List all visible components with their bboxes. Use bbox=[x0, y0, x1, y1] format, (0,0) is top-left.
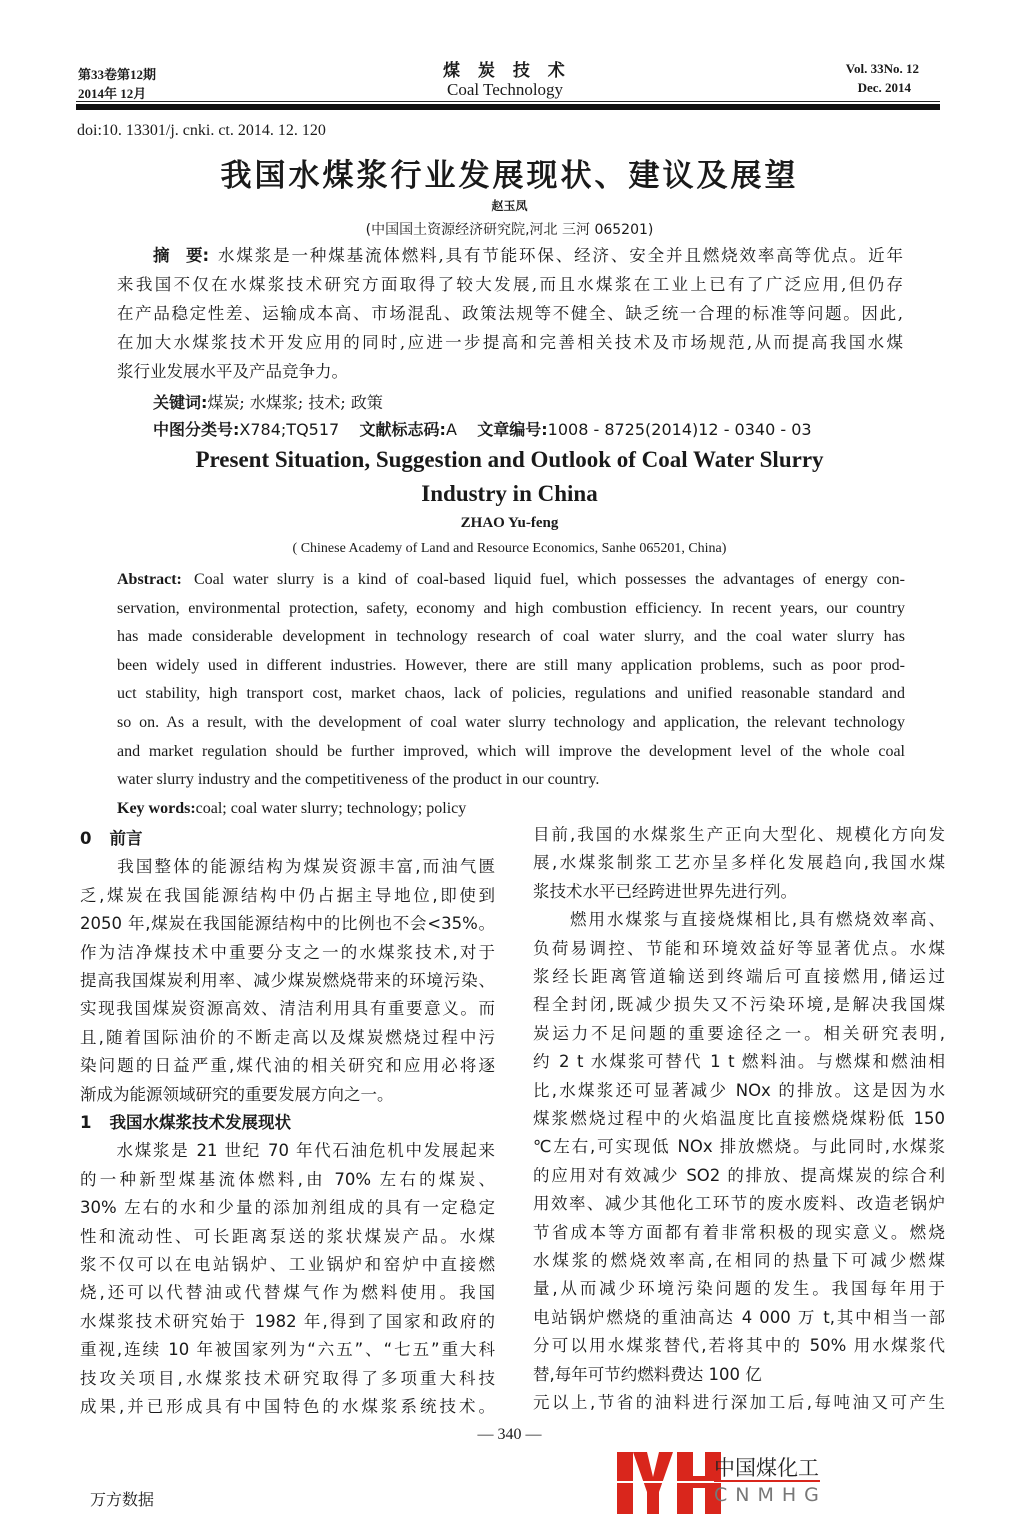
body-line: 水煤浆是 21 世纪 70 年代石油危机中发展起来 bbox=[80, 1141, 495, 1161]
section-title: 前言 bbox=[109, 829, 143, 848]
body-line: 染问题的日益严重,煤代油的相关研究和应用必将逐 bbox=[80, 1056, 495, 1076]
keywords-cn-label: 关键词: bbox=[153, 393, 208, 412]
keywords-en-label: Key words: bbox=[117, 800, 196, 817]
header-rule-thick bbox=[76, 104, 940, 110]
body-line: 水煤浆的燃烧效率高,在相同的热量下可减少燃煤 bbox=[533, 1251, 945, 1270]
affiliation-cn: (中国国土资源经济研究院,河北 三河 065201) bbox=[365, 222, 654, 238]
watermark-cn: 中国煤化工 bbox=[714, 1456, 819, 1480]
abstract-en-line: servation, environmental protection, safety, economy and high combustion efficiency. In recent years, our country bbox=[117, 599, 905, 617]
section-number: 0 bbox=[80, 829, 92, 848]
body-line: 替,每年可节约燃料费达 100 亿 bbox=[533, 1364, 762, 1384]
body-line: 燃用水煤浆与直接烧煤相比,具有燃烧效率高、 bbox=[533, 910, 945, 930]
body-line: 技攻关项目,水煤浆技术研究取得了多项重大科技 bbox=[80, 1368, 495, 1388]
cnmhg-watermark bbox=[617, 1452, 827, 1514]
clc-value: X784;TQ517 bbox=[239, 420, 340, 439]
section-heading bbox=[80, 826, 142, 852]
body-line: 浆不仅可以在电站锅炉、工业锅炉和窑炉中直接燃 bbox=[80, 1255, 495, 1274]
body-line: 实现我国煤炭资源高效、清洁利用具有重要意义。而 bbox=[80, 999, 495, 1019]
body-line: 分可以用水煤浆替代,若将其中的 50% 用水煤浆代 bbox=[533, 1336, 945, 1356]
body-line: 重视,连续 10 年被国家列为“六五”、“七五”重大科 bbox=[80, 1340, 495, 1360]
abstract-en-line: so on. As a result, with the development of coal water slurry technology and application, the relevant technology bbox=[117, 714, 905, 731]
page-title: 我国水煤浆行业发展现状、建议及展望 bbox=[220, 158, 799, 194]
body-line: 程全封闭,既减少损失又不污染环境,是解决我国煤 bbox=[533, 995, 945, 1015]
title-en-line-1: Present Situation, Suggestion and Outlook of Coal Water Slurry bbox=[195, 447, 824, 472]
abstract-cn-line: 在加大水煤浆技术开发应用的同时,应进一步提高和完善相关技术及市场规范,从而提高我国水煤 bbox=[117, 333, 903, 352]
classification-line bbox=[153, 417, 812, 440]
keywords-en bbox=[117, 797, 466, 821]
header-rule-thin bbox=[76, 101, 940, 102]
date-en: Dec. 2014 bbox=[857, 80, 911, 95]
article-no-value: 1008 - 8725(2014)12 - 0340 - 03 bbox=[547, 420, 812, 439]
abstract-en-line: uct stability, high transport cost, market chaos, lack of policies, regulations and unified reasonable standard and bbox=[117, 685, 905, 703]
abstract-cn-line: 来我国不仅在水煤浆技术研究方面取得了较大发展,而且水煤浆在工业上已有了广泛应用,但仍存 bbox=[117, 275, 903, 294]
body-line: 煤浆燃烧过程中的火焰温度比直接燃烧煤粉低 150 bbox=[533, 1109, 945, 1128]
volume-issue-en: Vol. 33No. 12 bbox=[845, 61, 919, 76]
body-line: 电站锅炉燃烧的重油高达 4 000 万 t,其中相当一部 bbox=[533, 1307, 945, 1327]
body-line: 量,从而减少环境污染问题的发生。我国每年用于 bbox=[533, 1279, 945, 1299]
body-line: 渐成为能源领域研究的重要发展方向之一。 bbox=[80, 1084, 394, 1104]
volume-issue-cn: 第33卷第12期 bbox=[78, 67, 157, 82]
body-line: 提高我国煤炭利用率、减少煤炭燃烧带来的环境污染、 bbox=[80, 971, 495, 990]
body-line: 成果,并已形成具有中国特色的水煤浆系统技术。 bbox=[80, 1397, 495, 1416]
body-line: 展,水煤浆制浆工艺亦呈多样化发展趋向,我国水煤 bbox=[533, 853, 945, 873]
body-line: 比,水煤浆还可显著减少 NOx 的排放。这是因为水 bbox=[533, 1080, 945, 1100]
body-line: 浆技术水平已经跨进世界先进行列。 bbox=[533, 881, 797, 901]
footer-source: 万方数据 bbox=[90, 1490, 155, 1509]
body-line: 用效率、减少其他化工环节的废水废料、改造老锅炉 bbox=[533, 1194, 945, 1214]
abstract-en-line: water slurry industry and the competitiveness of the product in our country. bbox=[117, 771, 600, 789]
doc-code-value: A bbox=[445, 420, 457, 439]
body-line: 我国整体的能源结构为煤炭资源丰富,而油气匮 bbox=[80, 857, 495, 877]
keywords-cn bbox=[153, 390, 383, 413]
body-line: ℃左右,可实现低 NOx 排放燃烧。与此同时,水煤浆 bbox=[533, 1137, 945, 1157]
body-line: 浆经长距离管道输送到终端后可直接燃用,储运过 bbox=[533, 967, 945, 986]
abstract-cn-label: 摘 要: bbox=[153, 246, 210, 265]
title-en-line-2: Industry in China bbox=[421, 481, 598, 506]
clc-label: 中图分类号: bbox=[153, 420, 240, 439]
body-line: 烧,还可以代替油或代替煤气作为燃料使用。我国 bbox=[80, 1283, 495, 1303]
section-number: 1 bbox=[80, 1113, 92, 1132]
affiliation-en: ( Chinese Academy of Land and Resource Economics, Sanhe 065201, China) bbox=[292, 541, 727, 556]
body-line: 负荷易调控、节能和环境效益好等显著优点。水煤 bbox=[533, 938, 945, 958]
section-heading bbox=[80, 1110, 291, 1136]
watermark-en: CNMHG bbox=[714, 1484, 827, 1506]
journal-name-en: Coal Technology bbox=[447, 80, 564, 99]
abstract-en-line: been widely used in different industries. However, there are still many application problems, such as poor prod- bbox=[117, 656, 905, 674]
date-cn: 2014年 12月 bbox=[78, 86, 147, 101]
body-line: 元以上,节省的油料进行深加工后,每吨油又可产生 bbox=[533, 1393, 945, 1412]
body-line: 30% 左右的水和少量的添加剂组成的具有一定稳定 bbox=[80, 1198, 495, 1218]
section-title: 我国水煤浆技术发展现状 bbox=[109, 1113, 291, 1132]
abstract-cn-line: 在产品稳定性差、运输成本高、市场混乱、政策法规等不健全、缺乏统一合理的标准等问题。因此, bbox=[117, 304, 903, 323]
abstract-en-label: Abstract: bbox=[117, 571, 182, 588]
body-line: 炭运力不足问题的重要途径之一。相关研究表明, bbox=[533, 1023, 945, 1043]
body-line: 作为洁净煤技术中重要分支之一的水煤浆技术,对于 bbox=[80, 942, 495, 962]
doc-code-label: 文献标志码: bbox=[359, 420, 446, 439]
article-no-label: 文章编号: bbox=[477, 420, 548, 439]
keywords-cn-text: 煤炭; 水煤浆; 技术; 政策 bbox=[207, 393, 383, 412]
keywords-en-text: coal; coal water slurry; technology; policy bbox=[195, 800, 467, 817]
body-line: 且,随着国际油价的不断走高以及煤炭燃烧过程中污 bbox=[80, 1027, 495, 1047]
body-line: 的一种新型煤基流体燃料,由 70% 左右的煤炭、 bbox=[80, 1169, 495, 1189]
body-line: 2050 年,煤炭在我国能源结构中的比例也不会<35%。 bbox=[80, 914, 495, 934]
abstract-en-line: Coal water slurry is a kind of coal-based liquid fuel, which possesses the advantages of energy con- bbox=[194, 571, 905, 588]
journal-name-cn: 煤 炭 技 术 bbox=[443, 61, 571, 81]
abstract-en-line: has made considerable development in technology research of coal water slurry, and the coal water slurry has bbox=[117, 628, 905, 646]
body-line: 的应用对有效减少 SO2 的排放、提高煤炭的综合利 bbox=[533, 1165, 945, 1185]
body-line: 性和流动性、可长距离泵送的浆状煤炭产品。水煤 bbox=[80, 1226, 495, 1246]
body-line: 乏,煤炭在我国能源结构中仍占据主导地位,即使到 bbox=[80, 885, 495, 905]
abstract-cn-line: 水煤浆是一种煤基流体燃料,具有节能环保、经济、安全并且燃烧效率高等优点。近年 bbox=[218, 246, 903, 265]
body-line: 水煤浆技术研究始于 1982 年,得到了国家和政府的 bbox=[80, 1311, 495, 1331]
author-en: ZHAO Yu-feng bbox=[460, 515, 559, 531]
doi: doi:10. 13301/j. cnki. ct. 2014. 12. 120 bbox=[77, 122, 326, 139]
author-cn: 赵玉凤 bbox=[491, 199, 528, 213]
page-number: — 340 — bbox=[477, 1426, 542, 1443]
body-line: 约 2 t 水煤浆可替代 1 t 燃料油。与燃煤和燃油相 bbox=[533, 1052, 945, 1072]
body-line: 节省成本等方面都有着非常积极的现实意义。燃烧 bbox=[533, 1222, 945, 1242]
body-line: 目前,我国的水煤浆生产正向大型化、规模化方向发 bbox=[533, 825, 945, 844]
abstract-en-line: and market regulation should be further improved, which will improve the development level of the whole coal bbox=[117, 742, 905, 760]
abstract-cn-line: 浆行业发展水平及产品竞争力。 bbox=[117, 362, 348, 381]
